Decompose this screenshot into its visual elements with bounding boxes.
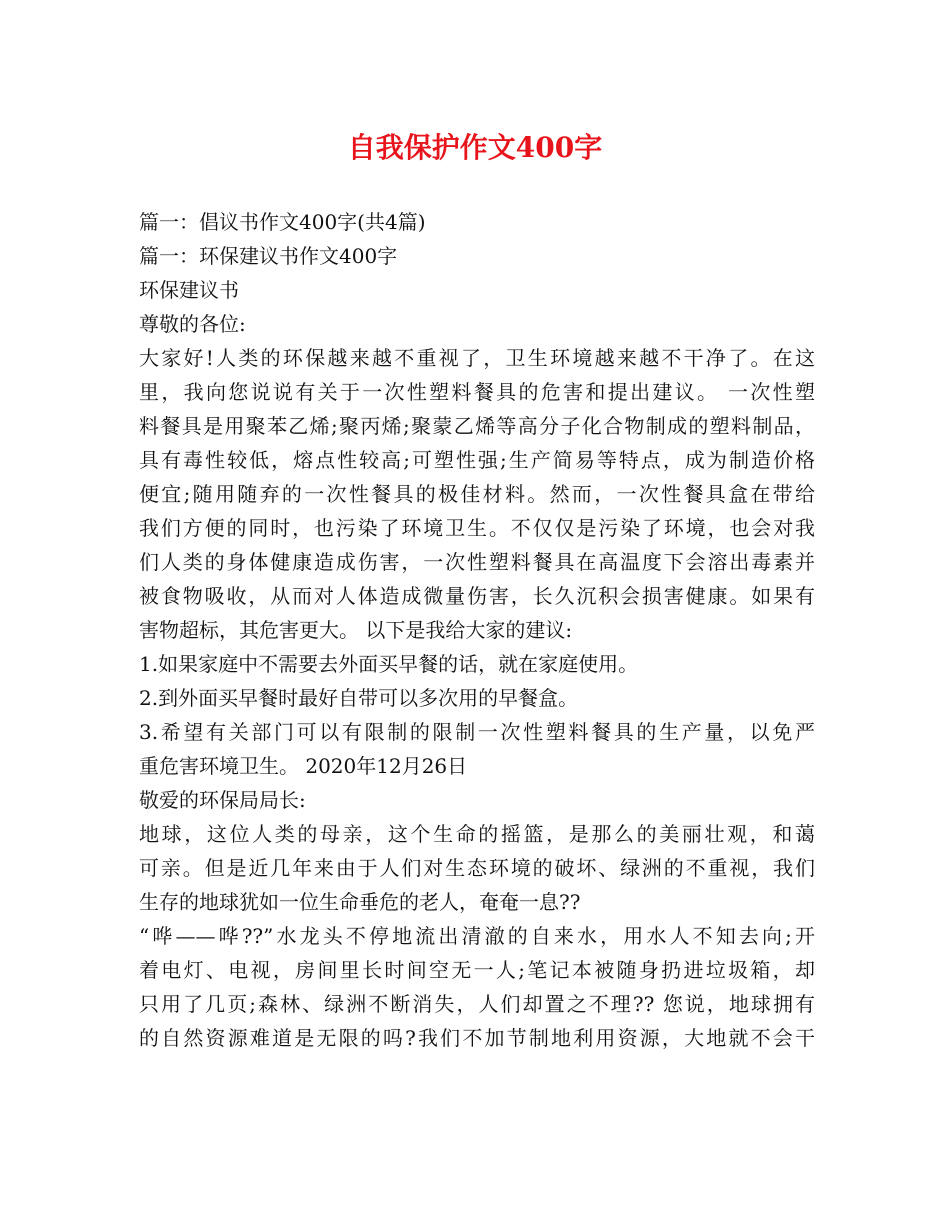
body-line: 便宜;随用随弃的一次性餐具的极佳材料。然而，一次性餐具盒在带给 bbox=[139, 482, 815, 506]
body-line: 篇一：环保建议书作文400字 bbox=[139, 244, 398, 268]
body-line: 里，我向您说说有关于一次性塑料餐具的危害和提出建议。 一次性塑 bbox=[139, 380, 815, 404]
body-line: 地球，这位人类的母亲，这个生命的摇篮，是那么的美丽壮观，和蔼 bbox=[139, 822, 815, 846]
body-line: 敬爱的环保局局长: bbox=[139, 788, 306, 812]
body-line: 我们方便的同时，也污染了环境卫生。不仅仅是污染了环境，也会对我 bbox=[139, 516, 815, 540]
body-line: 被食物吸收，从而对人体造成微量伤害，长久沉积会损害健康。如果有 bbox=[139, 584, 815, 608]
document-title: 自我保护作文400字 bbox=[347, 131, 603, 164]
body-line: 篇一：倡议书作文400字(共4篇) bbox=[139, 210, 426, 234]
body-line: 可亲。但是近几年来由于人们对生态环境的破坏、绿洲的不重视，我们 bbox=[139, 856, 815, 880]
document-body bbox=[139, 205, 815, 1055]
body-line: 生存的地球犹如一位生命垂危的老人，奄奄一息?? bbox=[139, 890, 581, 914]
body-line: 料餐具是用聚苯乙烯;聚丙烯;聚蒙乙烯等高分子化合物制成的塑料制品， bbox=[139, 414, 815, 438]
body-line: 大家好!人类的环保越来越不重视了，卫生环境越来越不干净了。在这 bbox=[139, 346, 815, 370]
body-line: 重危害环境卫生。 2020年12月26日 bbox=[139, 754, 468, 778]
body-line: 害物超标，其危害更大。 以下是我给大家的建议: bbox=[139, 618, 573, 642]
body-line: “哗——哗??”水龙头不停地流出清澈的自来水，用水人不知去向;开 bbox=[139, 924, 815, 948]
body-line: 着电灯、电视，房间里长时间空无一人;笔记本被随身扔进垃圾箱，却 bbox=[139, 958, 815, 982]
body-line: 们人类的身体健康造成伤害，一次性塑料餐具在高温度下会溶出毒素并 bbox=[139, 550, 815, 574]
body-line: 2.到外面买早餐时最好自带可以多次用的早餐盒。 bbox=[139, 686, 579, 710]
body-line: 尊敬的各位: bbox=[139, 312, 246, 336]
body-line: 具有毒性较低，熔点性较高;可塑性强;生产简易等特点，成为制造价格 bbox=[139, 448, 815, 472]
body-line: 3.希望有关部门可以有限制的限制一次性塑料餐具的生产量，以免严 bbox=[139, 720, 815, 744]
body-line: 只用了几页;森林、绿洲不断消失，人们却置之不理?? 您说，地球拥有 bbox=[139, 992, 815, 1016]
body-line: 环保建议书 bbox=[139, 278, 239, 302]
body-line: 的自然资源难道是无限的吗?我们不加节制地利用资源，大地就不会干 bbox=[139, 1026, 815, 1050]
body-line: 1.如果家庭中不需要去外面买早餐的话，就在家庭使用。 bbox=[139, 652, 639, 676]
